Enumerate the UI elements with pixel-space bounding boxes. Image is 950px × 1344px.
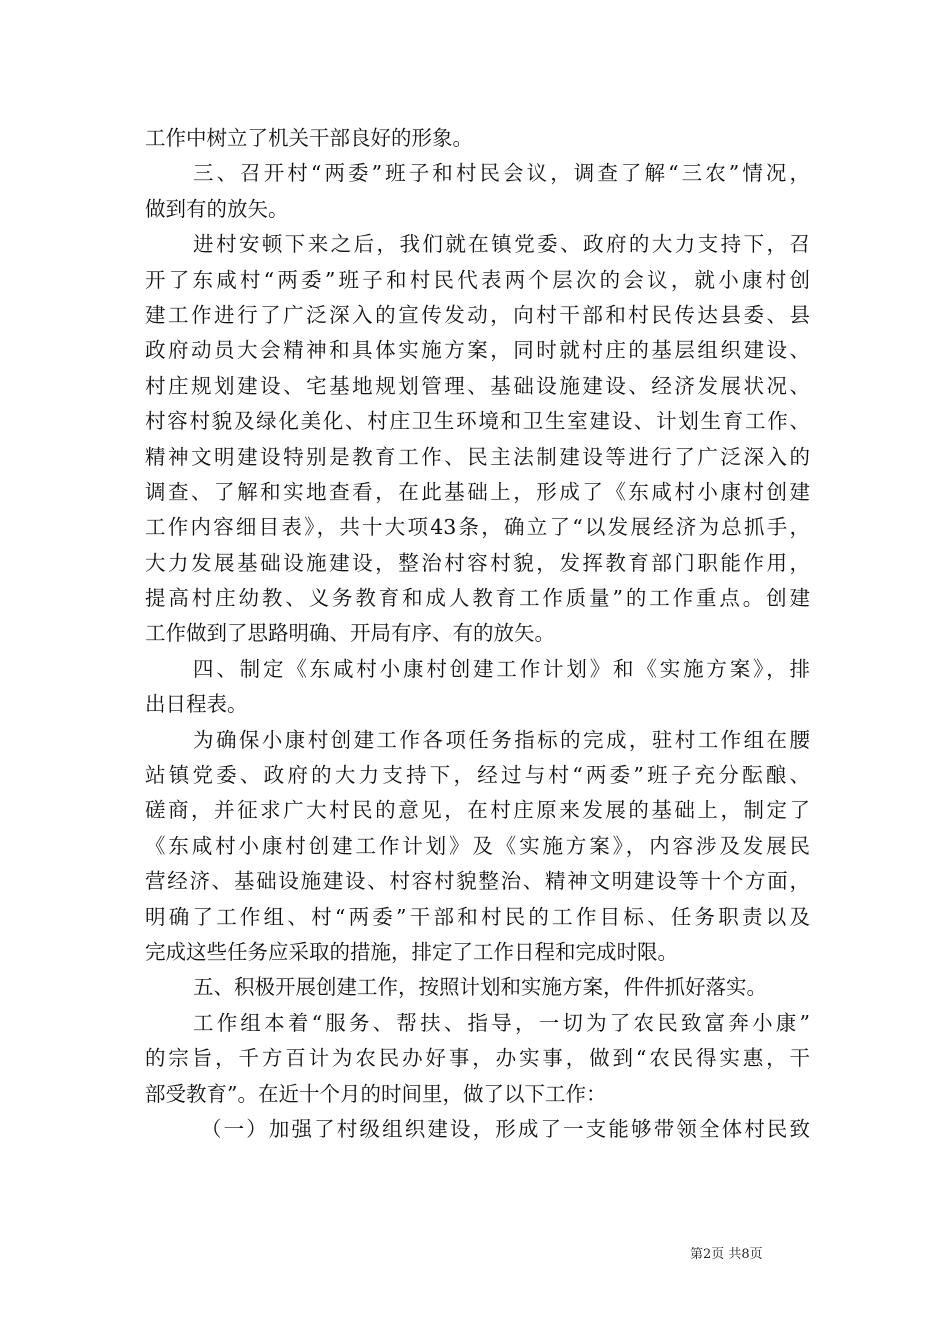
text-line: 完成这些任务应采取的措施，排定了工作日程和完成时限。 [145,939,678,964]
text-line: 为确保小康村创建工作各项任务指标的完成，驻村工作组在腰 [193,727,810,752]
text-line: 做到有的放矢。 [145,196,289,221]
text-line: 大力发展基础设施建设，整治村容村貌，发挥教育部门职能作用， [145,550,810,575]
text-line: 四、制定《东咸村小康村创建工作计划》和《实施方案》，排 [193,656,810,681]
text-line: 工作中树立了机关干部良好的形象。 [145,126,473,150]
text-line: 精神文明建设特别是教育工作、民主法制建设等进行了广泛深入的 [145,444,810,469]
text-line: 进村安顿下来之后，我们就在镇党委、政府的大力支持下，召 [193,232,810,257]
text-line: 开了东咸村“两委”班子和村民代表两个层次的会议，就小康村创 [145,267,810,292]
text-line: 磋商，并征求广大村民的意见，在村庄原来发展的基础上，制定了 [145,798,810,823]
page-number-footer: 第2页 共8页 [690,1247,763,1262]
text-line: 建工作进行了广泛深入的宣传发动，向村干部和村民传达县委、县 [145,302,810,327]
text-line: 村庄规划建设、宅基地规划管理、基础设施建设、经济发展状况、 [145,373,810,398]
text-line: 出日程表。 [145,692,248,717]
text-line: 调查、了解和实地查看，在此基础上，形成了《东咸村小康村创建 [145,479,810,504]
text-line: 工作内容细目表》，共十大项43条，确立了“以发展经济为总抓手， [145,515,810,540]
text-line: 三、召开村“两委”班子和村民会议，调查了解“三农”情况， [193,161,810,186]
text-line: （一）加强了村级组织建设，形成了一支能够带领全体村民致 [201,1116,810,1141]
document-body [145,121,810,1147]
text-line: 五、积极开展创建工作，按照计划和实施方案，件件抓好落实。 [193,975,767,1000]
text-line: 明确了工作组、村“两委”干部和村民的工作目标、任务职责以及 [145,904,810,929]
text-line: 政府动员大会精神和具体实施方案，同时就村庄的基层组织建设、 [145,338,810,363]
text-line: 工作做到了思路明确、开局有序、有的放矢。 [145,621,555,646]
text-line: 的宗旨，千方百计为农民办好事，办实事，做到“农民得实惠，干 [145,1046,810,1071]
text-line: 部受教育”。在近十个月的时间里，做了以下工作： [145,1081,607,1106]
text-line: 提高村庄幼教、义务教育和成人教育工作质量”的工作重点。创建 [145,586,810,611]
text-line: 营经济、基础设施建设、村容村貌整治、精神文明建设等十个方面， [145,869,810,894]
text-line: 站镇党委、政府的大力支持下，经过与村“两委”班子充分酝酿、 [145,763,810,788]
text-line: 《东咸村小康村创建工作计划》及《实施方案》，内容涉及发展民 [145,833,810,858]
text-line: 村容村貌及绿化美化、村庄卫生环境和卫生室建设、计划生育工作、 [145,409,810,434]
text-line: 工作组本着“服务、帮扶、指导，一切为了农民致富奔小康” [193,1010,810,1035]
